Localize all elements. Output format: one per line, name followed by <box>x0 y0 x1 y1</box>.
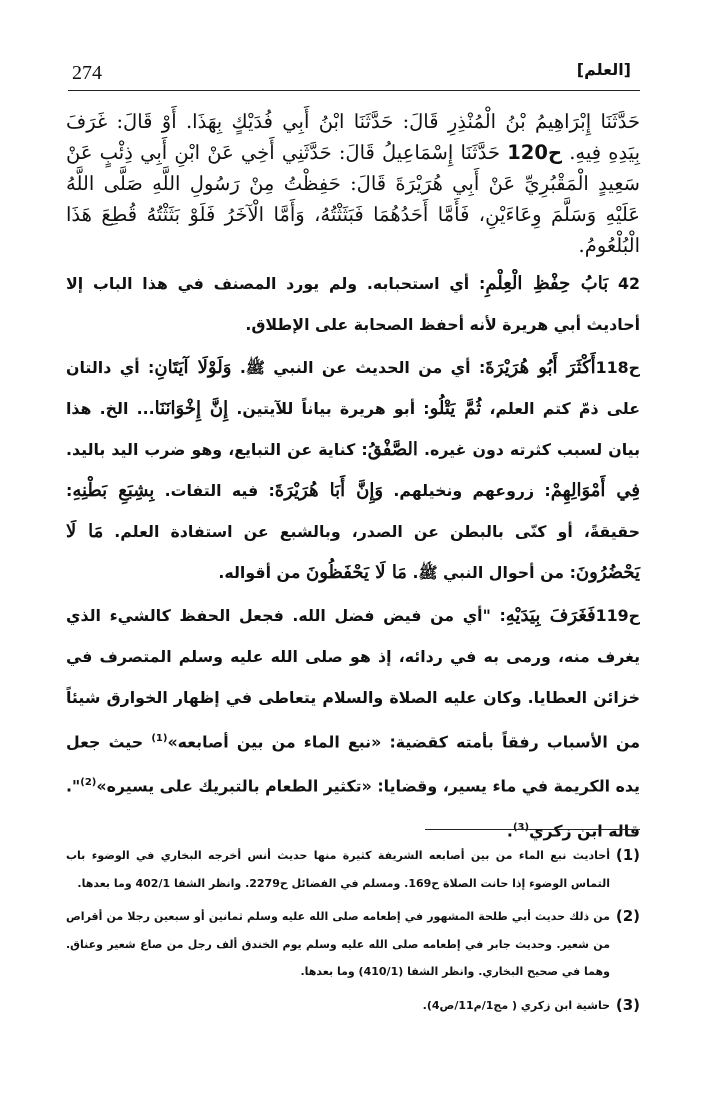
bab-text: : أي استحبابه. ولم يورد المصنف في هذا الباب إلا أحاديث أبي هريرة لأنه أحفظ الصحابة على الإطلاق. <box>66 274 640 334</box>
h119-text-4: . <box>506 820 513 840</box>
h118-keyword-10: مَا لَا يَحْفَظُونَ <box>306 562 407 583</box>
footnote <box>66 903 640 986</box>
hadith-120-text: حَدَّثَنَا إِسْمَاعِيلُ قَالَ: حَدَّثَنِي أَخِي عَنْ ابْنِ أَبِي ذِئْبٍ عَنْ سَعِيدٍ الْمَقْبُرِيِّ عَنْ أَبِي هُرَيْرَةَ قَالَ: حَفِظْتُ مِنْ رَسُولِ اللَّهِ صَلَّى اللَّهُ عَلَيْهِ وَسَلَّمَ وِعَاءَيْنِ، فَأَمَّا أَحَدُهُمَا فَبَثَثْتُهُ، وَأَمَّا الْآخَرُ فَلَوْ بَثَثْتُهُ قُطِعَ هَذَا الْبُلْعُومُ. <box>66 141 640 257</box>
h118-text-7: : فيه التفات. <box>164 481 275 500</box>
h118-keyword-2: وَلَوْلَا آيَتَانِ <box>154 357 232 378</box>
footnote <box>66 992 640 1020</box>
footnote-ref-1[interactable]: (1) <box>151 733 168 744</box>
h118-text-6: : زروعهم ونخيلهم. <box>393 481 551 500</box>
h118-text-8: : حقيقةً، أو كنّى بالبطن عن الصدر، وبالشبع عن استفادة العلم. <box>66 481 640 541</box>
h119-number: ح119 <box>595 606 640 625</box>
hadith-119-commentary <box>66 595 640 851</box>
h118-keyword-4: إِنَّ إِخْوَانَنَا <box>154 398 229 419</box>
footnote-text: أحاديث نبع الماء من بين أصابعه الشريفة كثيرة منها حديث أنس أخرجه البخاري في الوضوء باب التماس الوضوء إذا حانت الصلاة ح169. ومسلم في الفضائل ح2279. وانظر الشفا 402/1 وما بعدها. <box>66 849 610 890</box>
h118-text-5: : كناية عن التبايع، وهو ضرب اليد باليد. <box>66 440 368 459</box>
h119-text-1: : "أي من فيض فضل الله. فجعل الحفظ كالشيء الذي يغرف منه، ورمى به في ردائه، إذ هو صلى الله عليه وسلم المتصرف في خزائن العطايا. وكان عليه الصلاة والسلام يتعاطى في إظهار الخوارق شيئاً من الأسباب رفقاً بأمته كقضية: «نبع الماء من بين أصابعه» <box>66 606 640 752</box>
h118-keyword-5: الصَّفْقُ <box>367 439 418 460</box>
h118-text-10: من أقواله. <box>218 563 306 582</box>
footnote-ref-3[interactable]: (3) <box>512 821 530 833</box>
h118-keyword-7: وَإِنَّ أَبَا هُرَيْرَةَ <box>274 480 384 501</box>
h118-text-3: : أبو هريرة بياناً للآيتين. <box>236 399 430 418</box>
footnote <box>66 842 640 897</box>
footnotes <box>66 842 640 1025</box>
h118-text-1: : أي من الحديث عن النبي ﷺ. <box>239 358 486 377</box>
hadith-119-chain: حَدَّثَنَا إِبْرَاهِيمُ بْنُ الْمُنْذِرِ قَالَ: حَدَّثَنَا ابْنُ أَبِي فُدَيْكٍ بِهَذَا. أَوْ قَالَ: غَرَفَ بِيَدِهِ فِيهِ. <box>66 110 640 164</box>
footnote-number: (1) <box>615 846 640 864</box>
h118-keyword-3: ثُمَّ يَتْلُو <box>429 398 482 419</box>
footnote-number: (3) <box>615 995 640 1014</box>
footnote-ref-2[interactable]: (2) <box>80 777 97 789</box>
footnote-text: من ذلك حديث أبي طلحة المشهور في إطعامه صلى الله عليه وسلم ثمانين أو سبعين رجلا من أقراص من شعير. وحديث جابر في إطعامه صلى الله عليه وسلم يوم الخندق ألف رجل من صاع شعير وعناق. وهما في صحيح البخاري. وانظر الشفا (410/1) وما بعدها. <box>66 910 610 978</box>
footnote-divider <box>425 829 640 830</box>
main-text <box>66 106 640 853</box>
section-title: [العلم] <box>576 60 631 79</box>
h118-text-2: : أي دالتان على ذمّ كتم العلم، <box>66 358 641 418</box>
h119-text-2: حيث جعل يده الكريمة في ماء يسير، وقضايا: «تكثير الطعام بالتبريك على يسيره» <box>66 732 640 796</box>
h119-text-3: ". قاله ابن زكري <box>66 776 640 840</box>
footnote-number: (2) <box>615 907 640 925</box>
header-divider <box>68 90 640 91</box>
footnote-text: حاشية ابن زكري ( مج1/م11/ص4). <box>422 998 610 1012</box>
h118-text-9: : من أحوال النبي ﷺ. <box>412 563 576 582</box>
hadith-118-commentary <box>66 347 640 593</box>
bab-paragraph <box>66 263 640 345</box>
page-number: 274 <box>72 62 102 84</box>
commentary <box>66 263 640 851</box>
bab-number: 42 <box>618 274 640 293</box>
hadith-matn <box>66 106 640 261</box>
h118-keyword-1: أَكْثَرَ أَبُو هُرَيْرَةَ <box>485 357 596 378</box>
h118-keyword-9: مَا لَا يَحْضُرُونَ <box>66 521 640 583</box>
h118-text-4: ... الخ. هذا بيان لسبب كثرته دون غيره. <box>66 399 641 459</box>
bab-keyword: بَابُ حِفْظِ الْعِلْمِ <box>485 273 609 294</box>
h118-keyword-6: فِي أَمْوَالِهِمْ <box>550 480 641 501</box>
hadith-120-number: ح120 <box>507 141 562 164</box>
h118-number: ح118 <box>595 358 641 377</box>
h118-keyword-8: بِشِبَعِ بَطْنِهِ <box>72 480 155 501</box>
h119-keyword: فَغَرَفَ بِيَدَيْهِ <box>505 605 596 626</box>
